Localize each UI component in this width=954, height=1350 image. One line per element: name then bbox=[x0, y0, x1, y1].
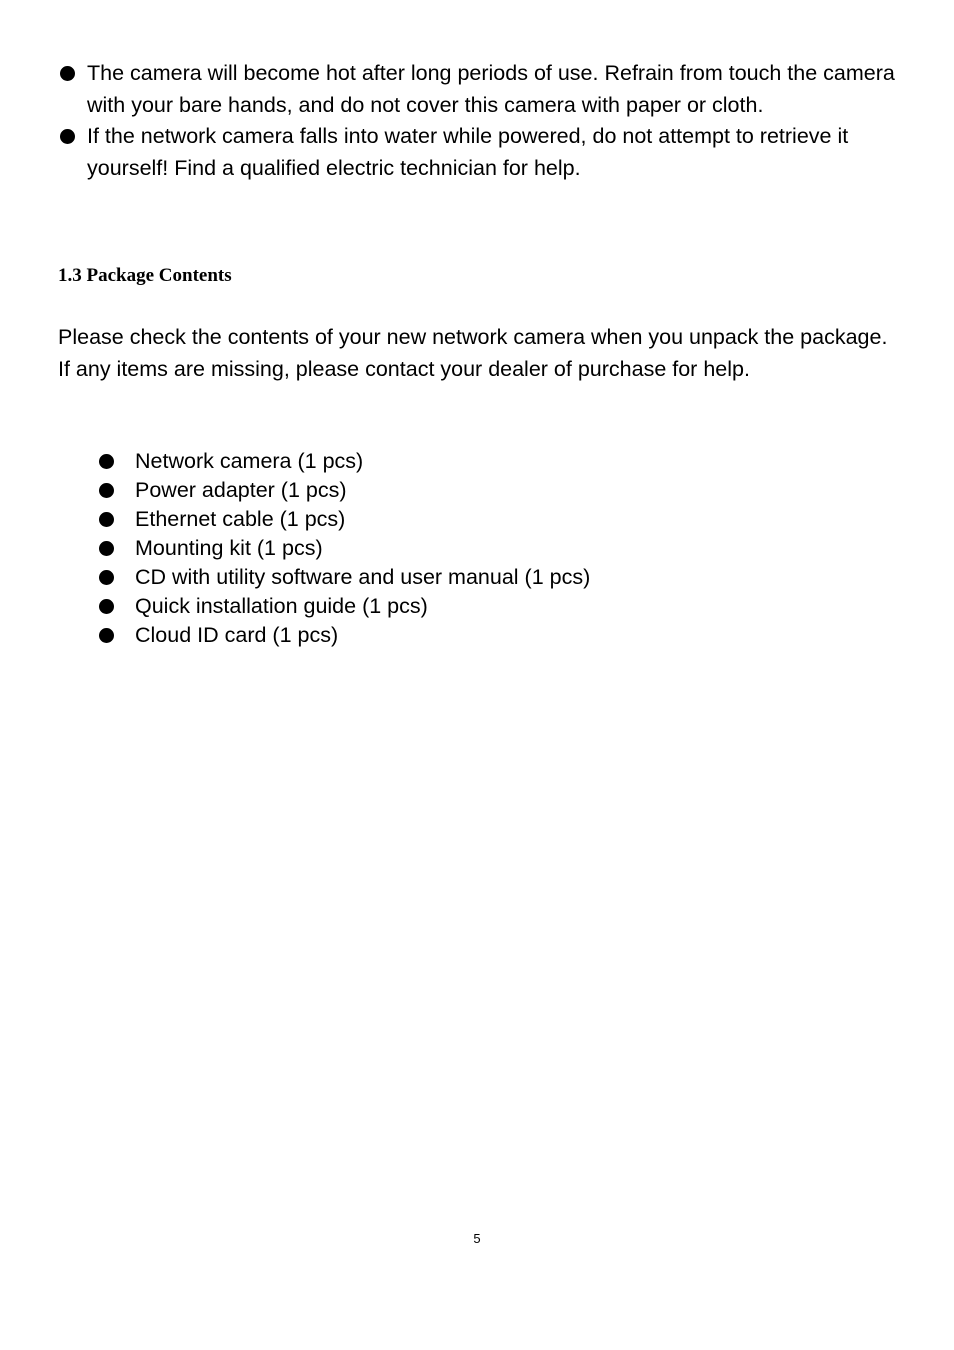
list-item bbox=[98, 476, 590, 505]
section-intro: Please check the contents of your new network camera when you unpack the package. If any items are missing, please contact your dealer of purchase for help. bbox=[58, 325, 888, 381]
bullet-icon bbox=[99, 512, 114, 527]
package-contents-list bbox=[98, 447, 590, 650]
list-item bbox=[98, 592, 590, 621]
safety-warning-list bbox=[58, 58, 908, 184]
list-item bbox=[98, 563, 590, 592]
list-item bbox=[98, 505, 590, 534]
page-number: 5 bbox=[473, 1231, 481, 1246]
item-text: Power adapter (1 pcs) bbox=[135, 478, 347, 502]
item-text: Network camera (1 pcs) bbox=[135, 449, 364, 473]
bullet-icon bbox=[60, 66, 75, 81]
list-item bbox=[98, 447, 590, 476]
item-text: Cloud ID card (1 pcs) bbox=[135, 623, 339, 647]
bullet-icon bbox=[99, 454, 114, 469]
section-heading: 1.3 Package Contents bbox=[58, 265, 232, 286]
bullet-icon bbox=[99, 599, 114, 614]
warning-text: If the network camera falls into water while powered, do not attempt to retrieve it yourself! Find a qualified electric technician for help. bbox=[87, 124, 849, 180]
warning-item bbox=[58, 58, 908, 121]
bullet-icon bbox=[99, 628, 114, 643]
list-item bbox=[98, 534, 590, 563]
list-item bbox=[98, 621, 590, 650]
bullet-icon bbox=[99, 483, 114, 498]
item-text: Mounting kit (1 pcs) bbox=[135, 536, 323, 560]
warning-item bbox=[58, 121, 908, 184]
bullet-icon bbox=[99, 541, 114, 556]
item-text: CD with utility software and user manual (1 pcs) bbox=[135, 565, 591, 589]
bullet-icon bbox=[60, 129, 75, 144]
bullet-icon bbox=[99, 570, 114, 585]
warning-text: The camera will become hot after long periods of use. Refrain from touch the camera with your bare hands, and do not cover this camera with paper or cloth. bbox=[87, 61, 895, 117]
item-text: Quick installation guide (1 pcs) bbox=[135, 594, 428, 618]
item-text: Ethernet cable (1 pcs) bbox=[135, 507, 346, 531]
